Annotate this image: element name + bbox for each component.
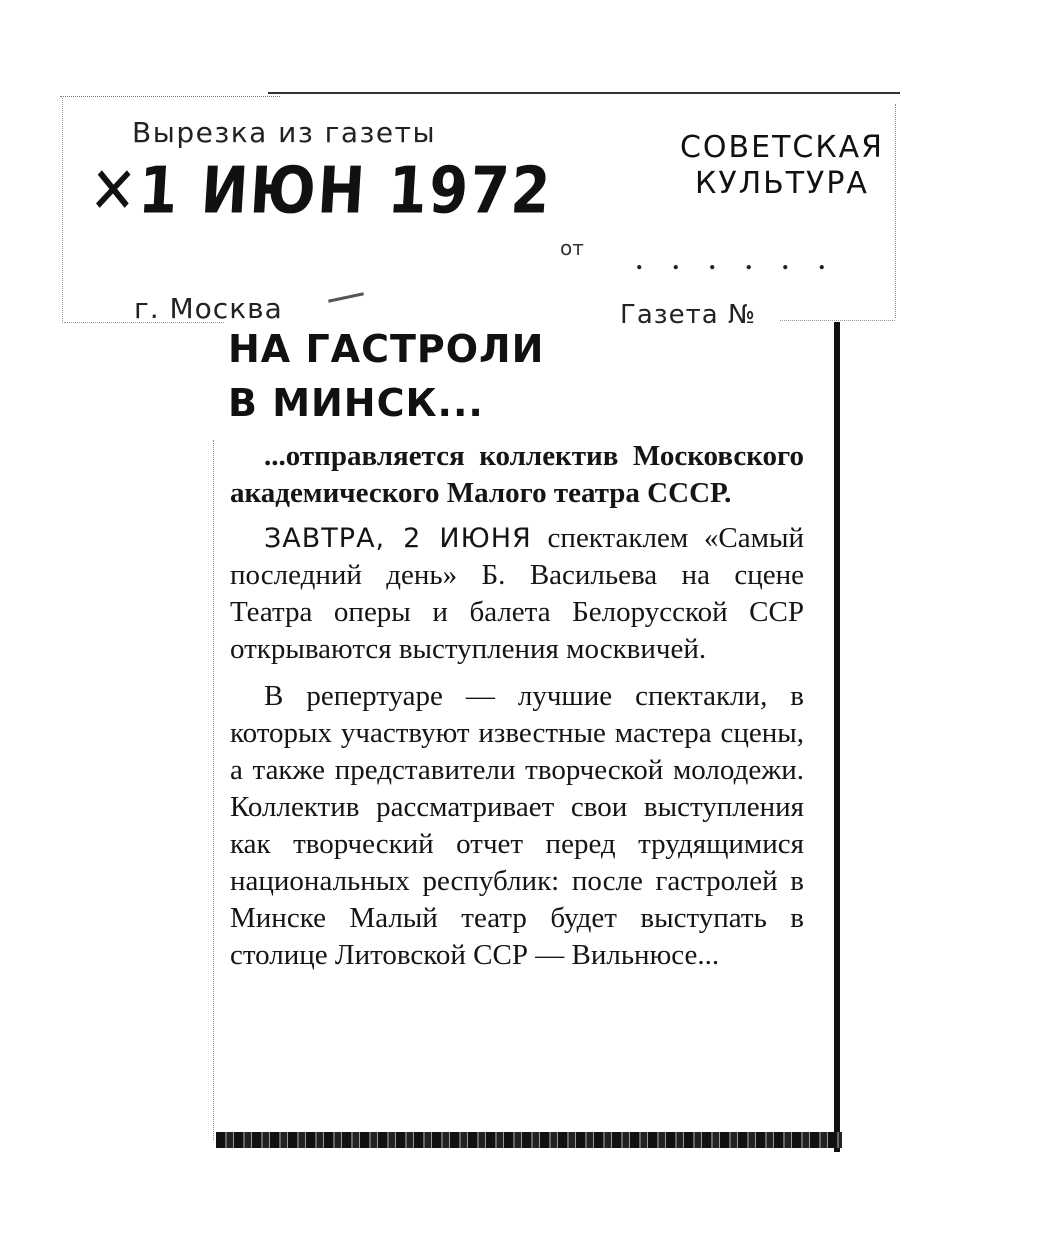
- article-headline: [228, 322, 544, 430]
- article-paragraph-1: [230, 438, 804, 512]
- from-label: от: [560, 236, 584, 260]
- date-stamp: ✕1 ИЮН 1972: [87, 154, 555, 229]
- paragraph-2-lead: ЗАВТРА, 2 ИЮНЯ: [264, 523, 532, 554]
- article-left-dotted-edge: [213, 440, 215, 1140]
- headline-line1: НА ГАСТРОЛИ: [228, 327, 545, 371]
- card-bottom-dotted-border: [64, 322, 224, 324]
- newspaper-name: [672, 130, 892, 202]
- paragraph-2-text: спектаклем «Самый последний день» Б. Васильева на сцене Театра оперы и балета Белорусской ССР открываются выступления москвичей.: [230, 522, 804, 665]
- newspaper-name-line1: СОВЕТСКАЯ: [679, 130, 885, 165]
- newspaper-number-label: Газета №: [620, 300, 756, 324]
- article-bottom-rule: [216, 1132, 842, 1148]
- article-body: [230, 438, 804, 974]
- newspaper-name-line2: КУЛЬТУРА: [695, 166, 869, 201]
- paragraph-1-text: ...отправляется коллектив Московского академического Малого театра СССР.: [230, 440, 804, 509]
- from-date-dots: ......: [636, 246, 855, 275]
- headline-line2: В МИНСК...: [228, 381, 484, 425]
- city-dash-mark: [328, 292, 364, 302]
- clipping-label: Вырезка из газеты: [132, 116, 437, 149]
- card-left-dotted-border: [62, 98, 64, 323]
- article-paragraph-2: [230, 520, 804, 668]
- card-top-dotted-border: [60, 96, 280, 98]
- article-paragraph-3: В репертуаре — лучшие спектакли, в которых участвуют известные мастера сцены, а также представители творческой молодежи. Коллектив рассматривает свои выступления как творческий отчет перед трудящимися национальных республик: после гастролей в Минске Малый театр будет выступать в столице Литовской ССР — Вильнюсе...: [230, 680, 804, 971]
- card-right-dotted-border: [895, 104, 897, 318]
- city-label: г. Москва: [134, 292, 283, 322]
- article-right-rule: [834, 322, 840, 1152]
- card-top-border: [268, 92, 900, 94]
